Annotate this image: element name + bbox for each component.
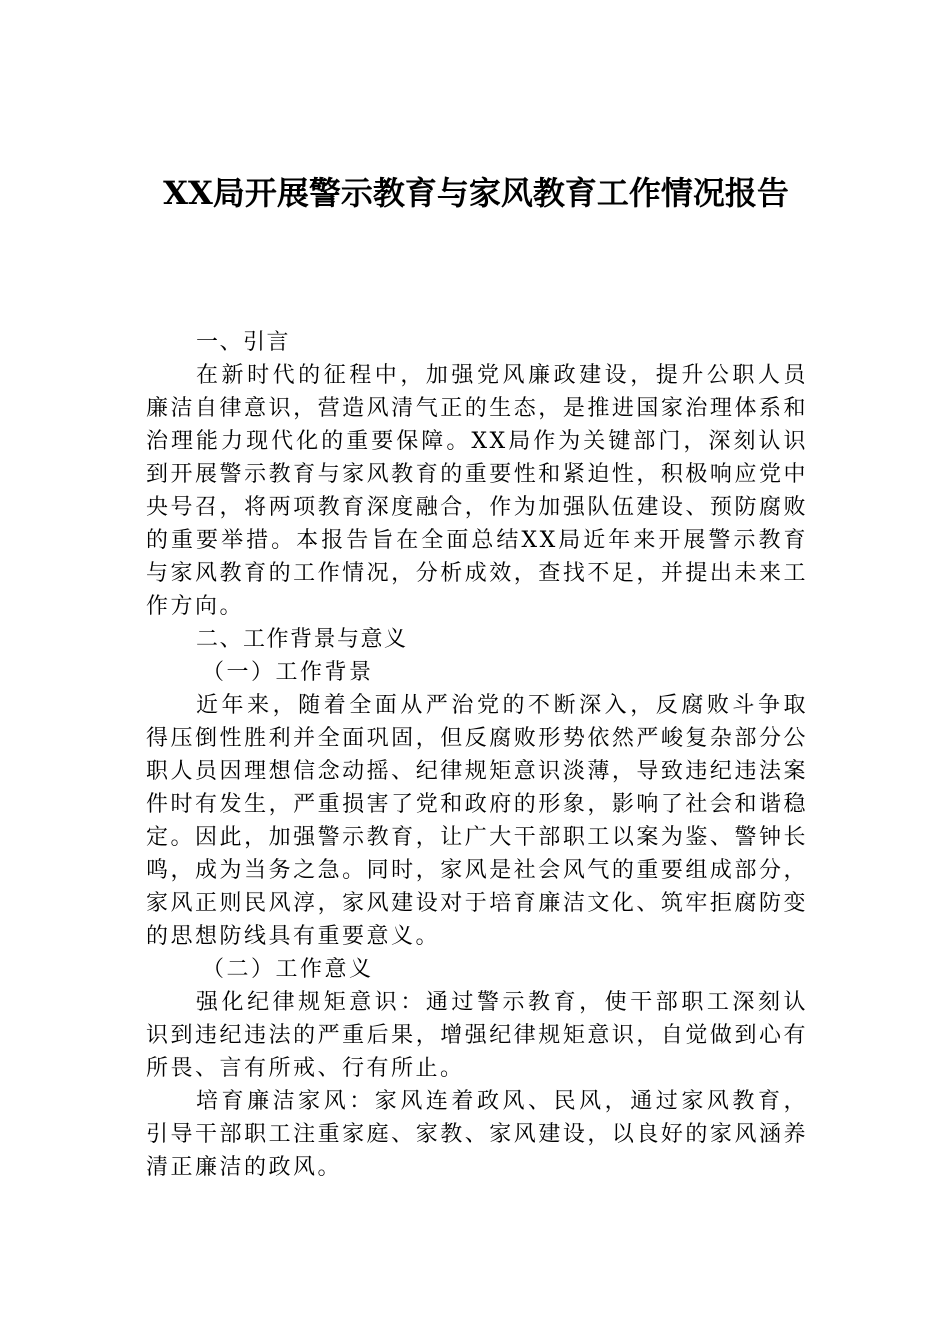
significance-paragraph-1: 强化纪律规矩意识：通过警示教育，使干部职工深刻认识到违纪违法的严重后果，增强纪律规矩意识，自觉做到心有所畏、言有所戒、行有所止。 [146, 990, 808, 1081]
document-title: XX局开展警示教育与家风教育工作情况报告 [163, 174, 789, 212]
document-body [146, 326, 808, 1184]
significance-paragraph-2: 培育廉洁家风：家风连着政风、民风，通过家风教育，引导干部职工注重家庭、家教、家风建设，以良好的家风涵养清正廉洁的政风。 [146, 1089, 808, 1180]
intro-paragraph: 在新时代的征程中，加强党风廉政建设，提升公职人员廉洁自律意识，营造风清气正的生态，是推进国家治理体系和治理能力现代化的重要保障。XX局作为关键部门，深刻认识到开展警示教育与家风教育的重要性和紧迫性，积极响应党中央号召，将两项教育深度融合，作为加强队伍建设、预防腐败的重要举措。本报告旨在全面总结XX局近年来开展警示教育与家风教育的工作情况，分析成效，查找不足，并提出未来工作方向。 [146, 363, 808, 619]
background-paragraph: 近年来，随着全面从严治党的不断深入，反腐败斗争取得压倒性胜利并全面巩固，但反腐败形势依然严峻复杂部分公职人员因理想信念动摇、纪律规矩意识淡薄，导致违纪违法案件时有发生，严重损害了党和政府的形象，影响了社会和谐稳定。因此，加强警示教育，让广大干部职工以案为鉴、警钟长鸣，成为当务之急。同时，家风是社会风气的重要组成部分，家风正则民风淳，家风建设对于培育廉洁文化、筑牢拒腐防变的思想防线具有重要意义。 [146, 693, 808, 949]
section-heading-intro: 一、引言 [196, 330, 291, 355]
sub-heading-background: （一）工作背景 [202, 660, 374, 685]
sub-heading-significance: （二）工作意义 [202, 957, 374, 982]
section-heading-background: 二、工作背景与意义 [196, 627, 408, 652]
